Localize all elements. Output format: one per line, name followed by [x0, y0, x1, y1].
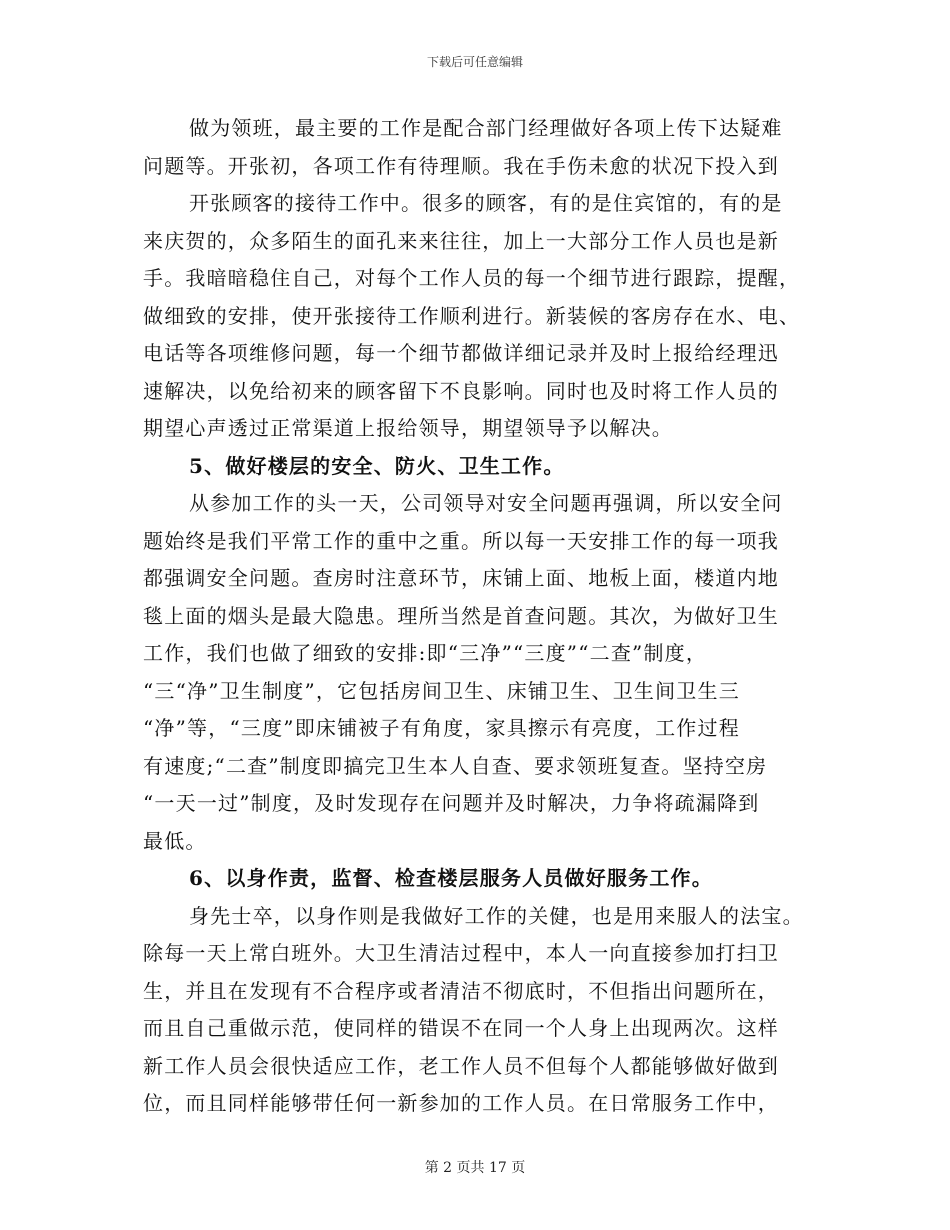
text-line: 速解决，以免给初来的顾客留下不良影响。同时也及时将工作人员的	[143, 378, 779, 403]
section-heading: 5、做好楼层的安全、防火、卫生工作。	[189, 453, 565, 478]
text-line: 来庆贺的，众多陌生的面孔来来往往，加上一大部分工作人员也是新	[143, 228, 779, 253]
text-line: 有速度;“二查”制度即搞完卫生本人自查、要求领班复查。坚持空房	[143, 753, 768, 778]
page-header-note: 下载后可任意编辑	[426, 55, 523, 69]
text-line: 开张顾客的接待工作中。很多的顾客，有的是住宾馆的，有的是	[189, 191, 783, 215]
text-line: 问题等。开张初，各项工作有待理顺。我在手伤未愈的状况下投入到	[143, 153, 779, 178]
section-heading: 6、以身作责，监督、检查楼层服务人员做好服务工作。	[189, 866, 713, 890]
text-line: 而且自己重做示范，使同样的错误不在同一个人身上出现两次。这样	[143, 1016, 779, 1040]
text-line: “净”等，“三度”即床铺被子有角度，家具擦示有亮度，工作过程	[143, 716, 740, 740]
text-line: 从参加工作的头一天，公司领导对安全问题再强调，所以安全问	[189, 491, 783, 515]
text-line: 除每一天上常白班外。大卫生清洁过程中，本人一向直接参加打扫卫	[143, 941, 779, 965]
text-line: 期望心声透过正常渠道上报给领导，期望领导予以解决。	[143, 416, 673, 440]
page-footer: 第 2 页共 17 页	[424, 1160, 526, 1176]
text-line: 新工作人员会很快适应工作，老工作人员不但每个人都能够做好做到	[143, 1053, 779, 1078]
text-line: 最低。	[143, 828, 207, 853]
text-line: 毯上面的烟头是最大隐患。理所当然是首查问题。其次，为做好卫生	[143, 603, 779, 628]
text-line: 手。我暗暗稳住自己，对每个工作人员的每一个细节进行跟踪，提醒，	[143, 266, 801, 290]
text-line: 题始终是我们平常工作的重中之重。所以每一天安排工作的每一项我	[143, 528, 779, 553]
text-line: 电话等各项维修问题，每一个细节都做详细记录并及时上报给经理迅	[143, 341, 779, 365]
text-line: “一天一过”制度，及时发现存在问题并及时解决，力争将疏漏降到	[143, 791, 760, 815]
text-line: 位，而且同样能够带任何一新参加的工作人员。在日常服务工作中，	[143, 1091, 779, 1115]
text-line: 做为领班，最主要的工作是配合部门经理做好各项上传下达疑难	[189, 116, 783, 140]
text-line: “三“净”卫生制度”，它包括房间卫生、床铺卫生、卫生间卫生三	[143, 678, 740, 703]
text-line: 身先士卒，以身作则是我做好工作的关健，也是用来服人的法宝。	[189, 903, 804, 928]
document-body	[143, 110, 813, 1123]
text-line: 生，并且在发现有不合程序或者清洁不彻底时，不但指出问题所在，	[143, 978, 779, 1003]
text-line: 做细致的安排，使开张接待工作顺利进行。新装候的客房存在水、电、	[143, 303, 801, 328]
text-line: 都强调安全问题。查房时注意环节，床铺上面、地板上面，楼道内地	[143, 566, 779, 590]
text-line: 工作，我们也做了细致的安排:即“三净”“三度”“二查”制度，	[143, 641, 708, 665]
